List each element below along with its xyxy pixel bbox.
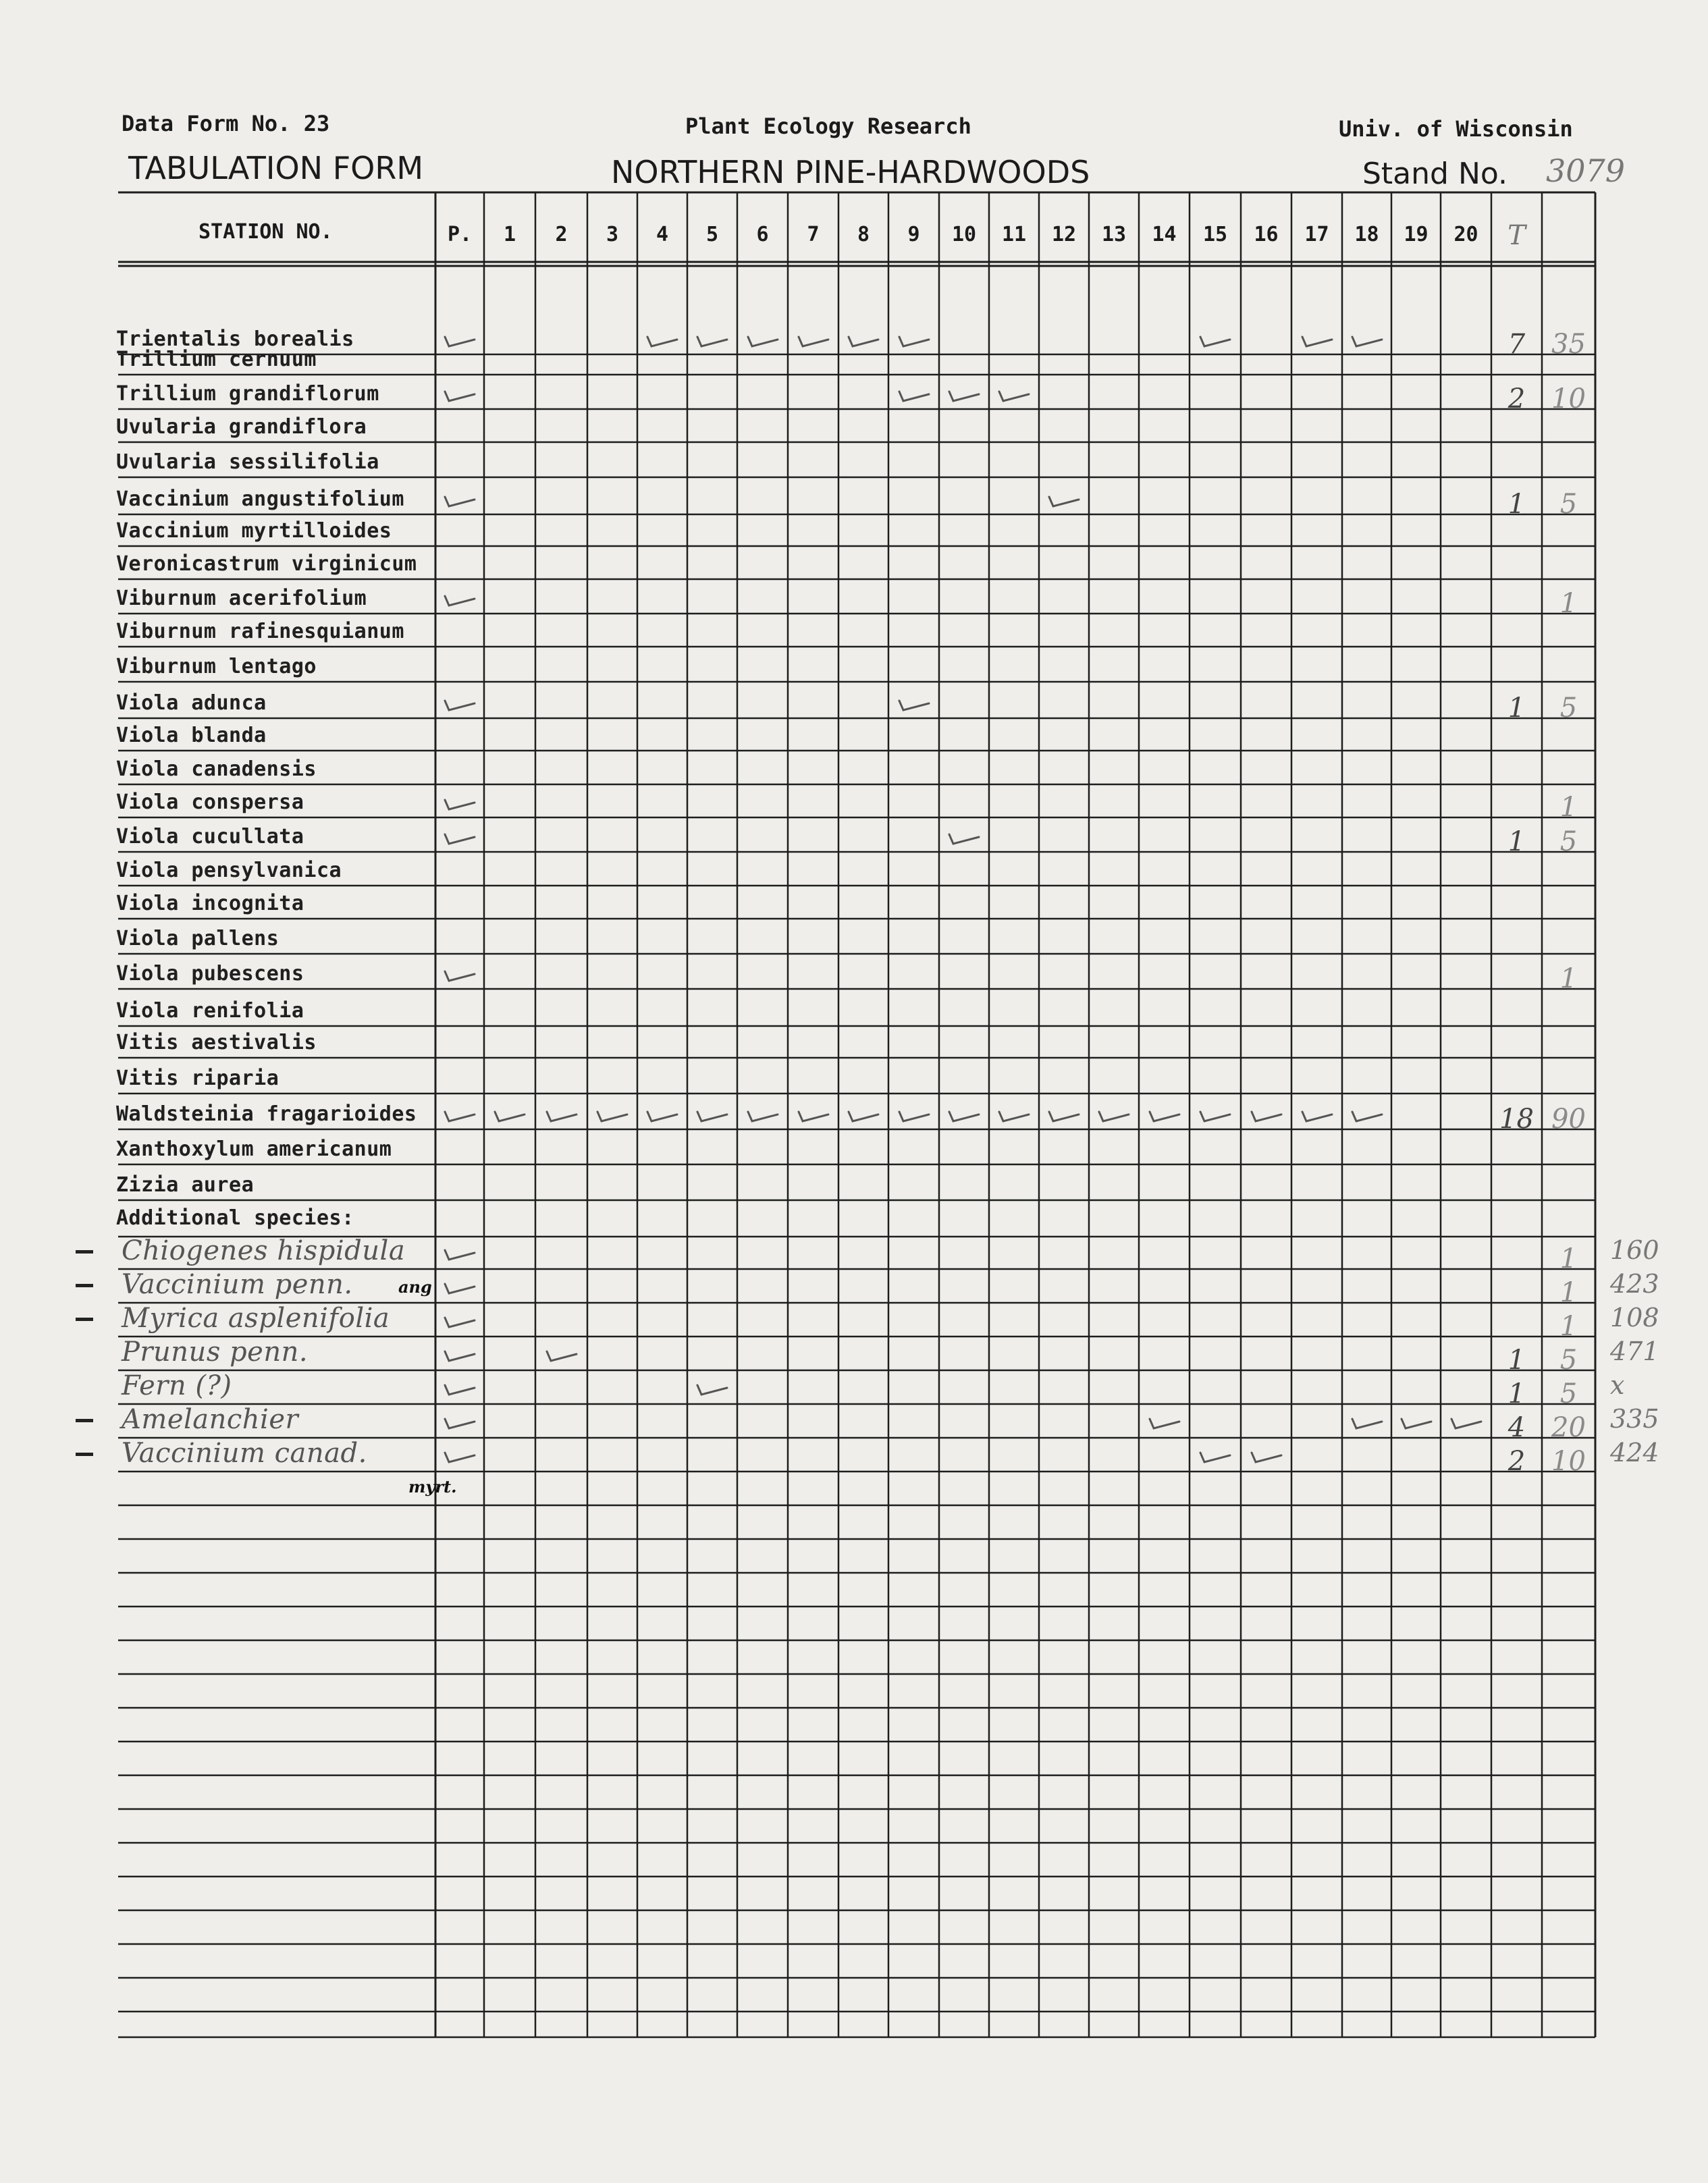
- species-name: Vitis riparia: [116, 1067, 279, 1090]
- total-count: 2: [1507, 383, 1526, 414]
- species-name: Viola blanda: [116, 724, 267, 747]
- station-check: [894, 1106, 934, 1127]
- station-check: [692, 331, 732, 352]
- margin-dash: [76, 1284, 93, 1287]
- station-check: [894, 331, 934, 352]
- station-check: [1246, 1447, 1287, 1467]
- station-check: [1347, 1413, 1387, 1434]
- station-column-header: 18: [1354, 223, 1379, 246]
- additional-species-name: Vaccinium canad.: [122, 1438, 367, 1469]
- species-name: Uvularia grandiflora: [116, 415, 367, 439]
- additional-species-name: Fern (?): [122, 1370, 232, 1401]
- station-check: [1044, 491, 1084, 512]
- frequency-value: 90: [1551, 1104, 1586, 1135]
- station-check: [793, 331, 834, 352]
- station-check: [1195, 1447, 1235, 1467]
- margin-dash: [76, 1453, 93, 1456]
- species-name: Viola cucullata: [116, 825, 304, 848]
- station-check: [1044, 1106, 1084, 1127]
- station-column-header: 1: [503, 223, 516, 246]
- margin-dash: [76, 1250, 93, 1254]
- station-check: [1347, 331, 1387, 352]
- total-count: 1: [1507, 489, 1526, 520]
- station-check: [894, 386, 934, 406]
- station-check: [843, 331, 884, 352]
- presence-check: [439, 491, 480, 512]
- station-check: [743, 331, 783, 352]
- station-check: [944, 829, 984, 849]
- species-name: Viola pallens: [116, 927, 279, 950]
- margin-code: 424: [1610, 1438, 1659, 1467]
- research-label: Plant Ecology Research: [685, 113, 971, 139]
- station-column-header: 19: [1404, 223, 1429, 246]
- species-note: ang: [398, 1277, 432, 1297]
- margin-code: 471: [1610, 1337, 1659, 1366]
- margin-dash: [76, 1318, 93, 1321]
- presence-check: [439, 829, 480, 849]
- station-column-header: 14: [1152, 223, 1177, 246]
- species-name: Waldsteinia fragarioides: [116, 1102, 417, 1126]
- species-name: Vaccinium myrtilloides: [116, 519, 392, 543]
- presence-check: [439, 1278, 480, 1299]
- station-check: [541, 1346, 582, 1366]
- margin-code: 335: [1610, 1404, 1659, 1434]
- presence-check: [439, 1245, 480, 1265]
- station-number-label: STATION NO.: [198, 220, 333, 244]
- stand-label: Stand No.: [1362, 157, 1507, 191]
- station-check: [692, 1380, 732, 1400]
- station-column-header: 20: [1453, 223, 1478, 246]
- station-check: [1297, 331, 1337, 352]
- total-count: 4: [1507, 1412, 1526, 1443]
- additional-species-name: Myrica asplenifolia: [122, 1303, 390, 1334]
- species-name: Viola incognita: [116, 892, 304, 915]
- station-column-header: 6: [756, 223, 769, 246]
- frequency-value: 1: [1559, 1277, 1578, 1308]
- total-column-header: T: [1507, 220, 1526, 251]
- species-name: Trillium grandiflorum: [116, 382, 379, 406]
- species-name: Trientalis borealis: [116, 327, 354, 351]
- station-check: [592, 1106, 633, 1127]
- station-column-header: 16: [1254, 223, 1279, 246]
- station-check: [1347, 1106, 1387, 1127]
- species-name: Trillium cernuum: [116, 348, 317, 371]
- station-column-header: 4: [656, 223, 669, 246]
- additional-species-name: Chiogenes hispidula: [122, 1235, 406, 1266]
- species-name: Viburnum rafinesquianum: [116, 620, 404, 643]
- frequency-value: 1: [1559, 792, 1578, 823]
- form-title: TABULATION FORM: [128, 150, 424, 186]
- station-column-header: 9: [907, 223, 920, 246]
- station-check: [489, 1106, 530, 1127]
- species-name: Viola adunca: [116, 691, 267, 715]
- frequency-value: 10: [1551, 1446, 1586, 1477]
- station-check: [1094, 1106, 1134, 1127]
- species-name: Vaccinium angustifolium: [116, 487, 404, 511]
- presence-check: [439, 1106, 480, 1127]
- station-check: [994, 1106, 1034, 1127]
- station-check: [1297, 1106, 1337, 1127]
- species-name: Viola renifolia: [116, 999, 304, 1023]
- station-column-header: 8: [857, 223, 870, 246]
- station-check: [793, 1106, 834, 1127]
- presence-check: [439, 331, 480, 352]
- forest-type-title: NORTHERN PINE-HARDWOODS: [611, 154, 1090, 190]
- station-check: [1144, 1413, 1185, 1434]
- station-check: [994, 386, 1034, 406]
- total-count: 2: [1507, 1446, 1526, 1477]
- station-check: [894, 695, 934, 716]
- station-column-header: 12: [1051, 223, 1077, 246]
- species-name: Vitis aestivalis: [116, 1031, 317, 1054]
- station-column-header: 2: [555, 223, 568, 246]
- university-label: Univ. of Wisconsin: [1339, 116, 1573, 142]
- species-name: Viburnum acerifolium: [116, 587, 367, 610]
- frequency-value: 1: [1559, 1243, 1578, 1274]
- total-count: 1: [1507, 826, 1526, 857]
- species-name: Xanthoxylum americanum: [116, 1137, 392, 1161]
- station-column-header: 10: [951, 223, 977, 246]
- frequency-value: 5: [1559, 826, 1578, 857]
- frequency-value: 5: [1559, 693, 1578, 724]
- margin-code: 423: [1610, 1269, 1659, 1299]
- frequency-value: 5: [1559, 1378, 1578, 1409]
- station-column-header: 13: [1101, 223, 1127, 246]
- form-number: Data Form No. 23: [122, 111, 330, 136]
- station-check: [843, 1106, 884, 1127]
- total-count: 7: [1507, 329, 1526, 360]
- species-name: Viola pubescens: [116, 962, 304, 986]
- station-check: [1246, 1106, 1287, 1127]
- additional-species-name: Amelanchier: [122, 1404, 299, 1435]
- station-check: [642, 331, 683, 352]
- frequency-value: 1: [1559, 963, 1578, 994]
- total-count: 1: [1507, 1378, 1526, 1409]
- frequency-value: 1: [1559, 588, 1578, 619]
- station-check: [1446, 1413, 1487, 1434]
- frequency-value: 10: [1551, 383, 1586, 414]
- station-check: [1396, 1413, 1437, 1434]
- presence-check: [439, 1312, 480, 1332]
- station-column-header: 3: [606, 223, 619, 246]
- station-check: [541, 1106, 582, 1127]
- frequency-value: 35: [1551, 329, 1586, 360]
- station-column-header: 7: [807, 223, 820, 246]
- station-check: [944, 1106, 984, 1127]
- species-name: Zizia aurea: [116, 1173, 255, 1197]
- station-column-header: 15: [1202, 223, 1228, 246]
- presence-check: [439, 794, 480, 815]
- species-name: Viola conspersa: [116, 790, 304, 814]
- presence-check: [439, 1447, 480, 1467]
- margin-code: 108: [1610, 1303, 1659, 1332]
- presence-check: [439, 966, 480, 986]
- presence-check: [439, 1346, 480, 1366]
- frequency-value: 5: [1559, 1345, 1578, 1376]
- station-check: [692, 1106, 732, 1127]
- station-check: [1195, 1106, 1235, 1127]
- total-count: 1: [1507, 693, 1526, 724]
- species-note: myrt.: [408, 1477, 457, 1497]
- frequency-value: 5: [1559, 489, 1578, 520]
- presence-check: [439, 386, 480, 406]
- additional-species-name: Vaccinium penn.: [122, 1269, 353, 1300]
- station-check: [1144, 1106, 1185, 1127]
- station-check: [642, 1106, 683, 1127]
- additional-species-label: Additional species:: [116, 1206, 354, 1230]
- species-name: Viola canadensis: [116, 757, 317, 781]
- total-count: 1: [1507, 1345, 1526, 1376]
- station-check: [944, 386, 984, 406]
- stand-number: 3079: [1546, 153, 1626, 189]
- presence-column-header: P.: [447, 223, 473, 246]
- station-check: [1195, 331, 1235, 352]
- margin-dash: [76, 1419, 93, 1422]
- presence-check: [439, 591, 480, 611]
- frequency-value: 20: [1551, 1412, 1586, 1443]
- station-column-header: 17: [1304, 223, 1329, 246]
- species-name: Viola pensylvanica: [116, 859, 342, 882]
- presence-check: [439, 1413, 480, 1434]
- species-name: Veronicastrum virginicum: [116, 552, 417, 576]
- station-column-header: 11: [1001, 223, 1027, 246]
- frequency-value: 1: [1559, 1311, 1578, 1342]
- additional-species-name: Prunus penn.: [122, 1337, 309, 1368]
- total-count: 18: [1499, 1104, 1534, 1135]
- species-name: Viburnum lentago: [116, 655, 317, 678]
- presence-check: [439, 1380, 480, 1400]
- station-column-header: 5: [705, 223, 719, 246]
- species-name: Uvularia sessilifolia: [116, 450, 379, 474]
- margin-code: 160: [1610, 1235, 1659, 1265]
- presence-check: [439, 695, 480, 716]
- margin-code: x: [1610, 1370, 1625, 1400]
- station-check: [743, 1106, 783, 1127]
